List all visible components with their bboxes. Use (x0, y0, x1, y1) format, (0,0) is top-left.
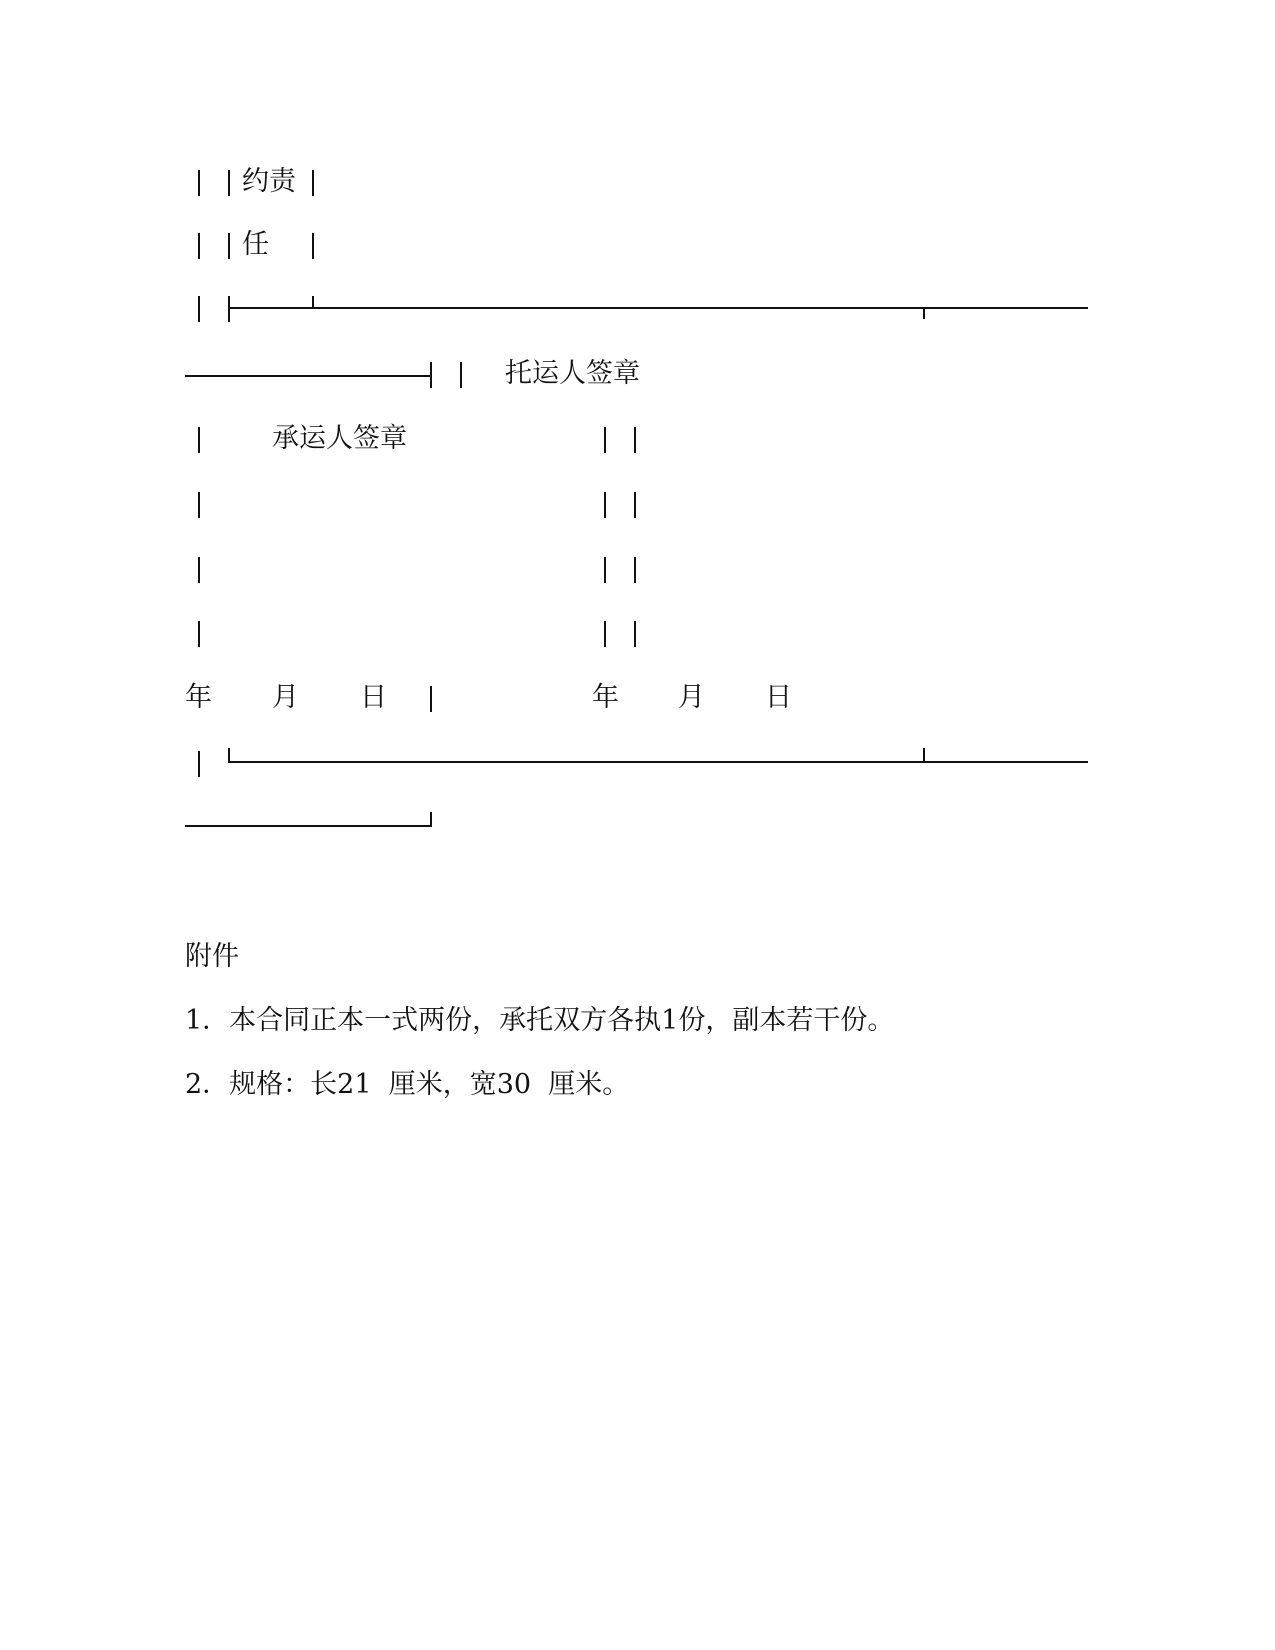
table-border (198, 170, 200, 196)
table-border (198, 557, 200, 583)
table-border (198, 296, 200, 322)
table-border (634, 621, 636, 647)
table-border (198, 621, 200, 647)
carrier-date-month: 月 (272, 682, 299, 713)
shipper-date-month: 月 (678, 682, 705, 713)
table-junction (923, 307, 925, 319)
table-junction (923, 748, 925, 763)
table-border (634, 492, 636, 518)
table-border (198, 233, 200, 259)
carrier-signature-label: 承运人签章 (272, 423, 407, 454)
table-border (198, 492, 200, 518)
table-rule (228, 761, 1088, 763)
table-border (634, 427, 636, 453)
shipper-signature-label: 托运人签章 (505, 358, 640, 389)
carrier-date-year: 年 (185, 682, 212, 713)
shipper-date-day: 日 (765, 682, 792, 713)
table-border (228, 296, 230, 322)
table-border (604, 492, 606, 518)
terms-label: 任 (242, 229, 269, 260)
table-border (312, 170, 314, 196)
table-border (312, 233, 314, 259)
table-border (634, 557, 636, 583)
table-border (604, 557, 606, 583)
table-border (604, 427, 606, 453)
shipper-date-year: 年 (592, 682, 619, 713)
table-border (604, 621, 606, 647)
appendix-heading: 附件 (185, 941, 239, 972)
terms-label: 约责 (242, 166, 296, 197)
table-junction (312, 296, 314, 308)
table-junction (430, 812, 432, 827)
table-border (228, 170, 230, 196)
table-rule (228, 307, 1088, 309)
table-rule (185, 825, 432, 827)
table-border (430, 362, 432, 388)
table-border (430, 686, 432, 712)
table-border (460, 362, 462, 388)
table-rule (185, 375, 432, 377)
table-border (228, 233, 230, 259)
table-border (198, 427, 200, 453)
table-border (198, 751, 200, 777)
carrier-date-day: 日 (360, 682, 387, 713)
appendix-item-2: 2．规格：长21 厘米，宽30 厘米。 (185, 1069, 630, 1100)
appendix-item-1: 1．本合同正本一式两份，承托双方各执1份，副本若干份。 (185, 1005, 895, 1036)
